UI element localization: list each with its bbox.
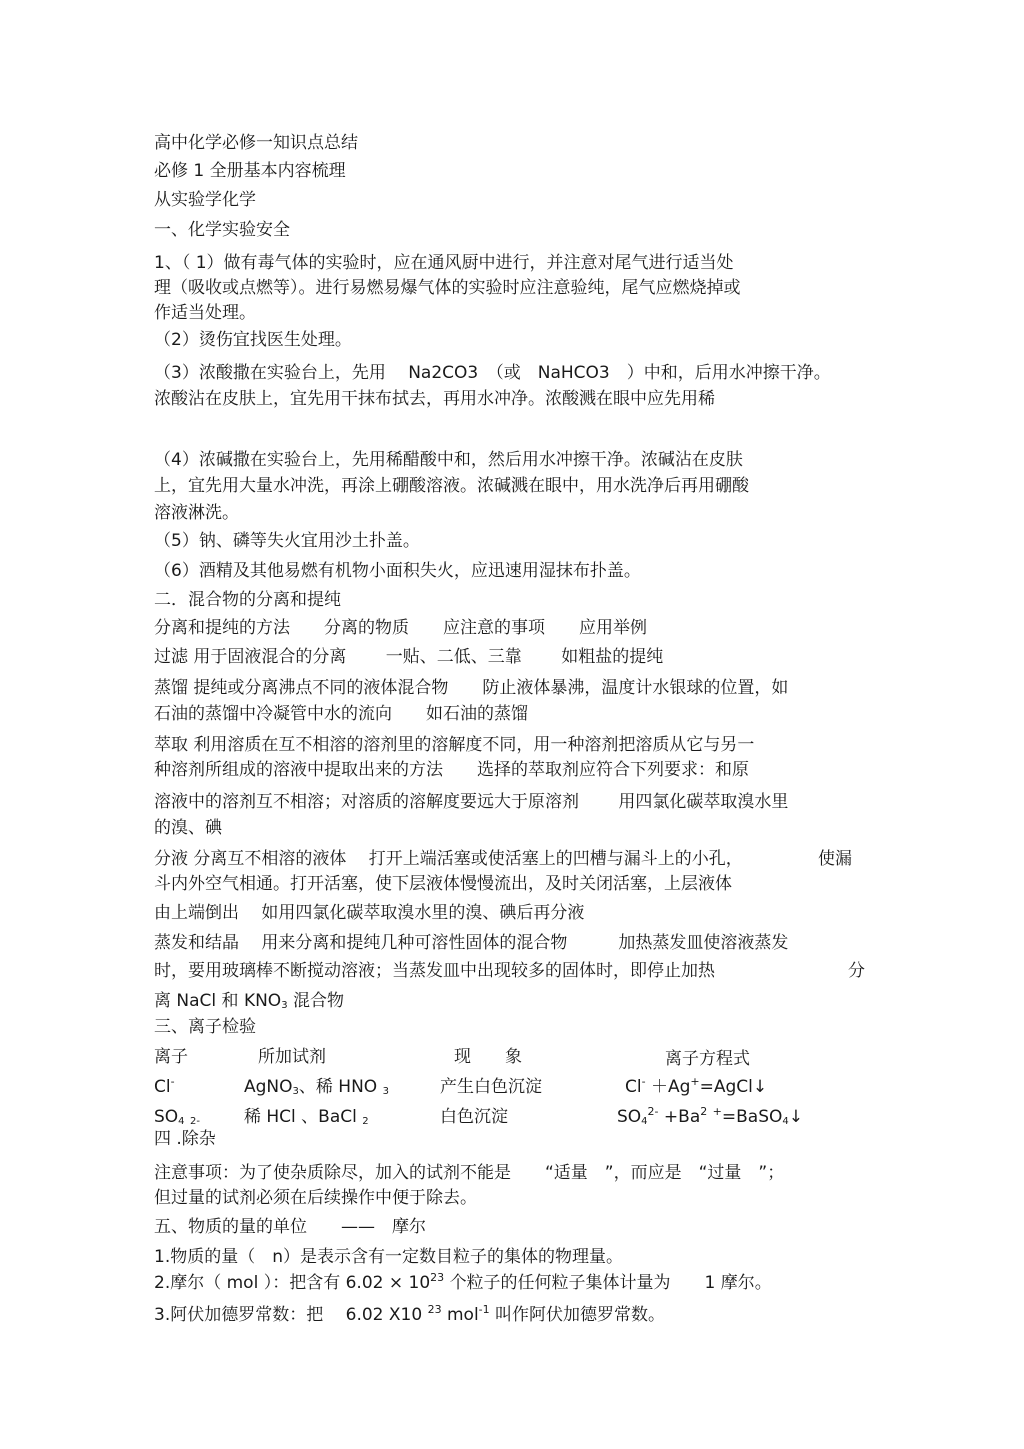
paragraph-line: 上，宜先用大量水冲洗，再涂上硼酸溶液。浓碱溅在眼中，用水洗净后再用硼酸 [154,476,749,496]
table-row: 过滤 用于固液混合的分离 一贴、二低、三靠 如粗盐的提纯 [154,647,664,667]
text-run: 混合物 [292,991,344,1011]
doc-subtitle: 必修 1 全册基本内容梳理 [154,161,346,181]
table-row-continued: 由上端倒出 如用四氯化碳萃取溴水里的溴、碘后再分液 [154,903,585,923]
paragraph-line: （2）烫伤宜找医生处理。 [154,330,352,350]
table-row-continued: 时，要用玻璃棒不断搅动溶液；当蒸发皿中出现较多的固体时，即停止加热 [154,961,715,981]
section-heading: 一、化学实验安全 [154,220,290,240]
section-heading: 二．混合物的分离和提纯 [154,590,341,610]
subscript: 4 [178,1116,185,1127]
text-run: Cl [625,1077,642,1097]
table-row: 蒸发和结晶 用来分离和提纯几种可溶性固体的混合物 加热蒸发皿使溶液蒸发 [154,933,789,953]
paragraph-line: （5）钠、磷等失火宜用沙土扑盖。 [154,531,420,551]
paragraph-line: 溶液淋洗。 [154,503,239,523]
text-run: ↓ [788,1107,803,1127]
subscript: 4 [782,1116,789,1127]
ion-cell [154,1076,175,1098]
paragraph-line: 浓酸沾在皮肤上，宜先用干抹布拭去，再用水冲净。浓酸溅在眼中应先用稀 [154,389,715,409]
superscript: - [170,1075,175,1088]
text-run: 2.摩尔（ mol ）：把含有 6.02 × 10 [154,1273,431,1293]
superscript: 2- [647,1105,659,1118]
table-row: 分液 分离互不相溶的液体 打开上端活塞或使活塞上的凹槽与漏斗上的小孔， [154,849,743,869]
text-run: ＋Ag [650,1077,691,1097]
text-run: SO [154,1107,179,1127]
text-run: =AgCl↓ [699,1077,768,1097]
text-run: mol [446,1305,479,1325]
table-row: 萃取 利用溶质在互不相溶的溶剂里的溶解度不同，用一种溶剂把溶质从它与另一 [154,735,755,755]
definition-line [154,1272,772,1294]
subscript: 2- [189,1116,200,1127]
subscript: 4 [641,1116,648,1127]
equation-cell [625,1076,767,1098]
reagent-cell [244,1076,389,1098]
subscript: 2 [362,1116,369,1127]
col-header-ion: 离子 [154,1047,188,1067]
paragraph-line: （3）浓酸撒在实验台上，先用 Na2CO3 （或 NaHCO3 ）中和，后用水冲擦干净。 [154,363,831,383]
superscript: + [712,1105,722,1118]
paragraph-line: 理（吸收或点燃等）。进行易燃易爆气体的实验时应注意验纯，尾气应燃烧掉或 [154,278,741,298]
col-header-reagent: 所加试剂 [258,1047,326,1067]
table-row-tail: 使漏 [818,849,852,869]
subscript: 3 [292,1086,299,1097]
table-row: 蒸馏 提纯或分离沸点不同的液体混合物 防止液体暴沸，温度计水银球的位置，如 [154,678,789,698]
paragraph-line: 作适当处理。 [154,303,256,323]
text-run: 稀 HCl 、BaCl [244,1107,357,1127]
superscript: 23 [427,1303,442,1316]
text-run: AgNO [244,1077,293,1097]
table-header-row: 分离和提纯的方法 分离的物质 应注意的事项 应用举例 [154,618,647,638]
text-run: 3.阿伏加德罗常数：把 6.02 X10 [154,1305,423,1325]
reagent-cell [244,1106,369,1128]
text-run: =BaSO [721,1107,783,1127]
table-row-continued: 的溴、碘 [154,818,222,838]
definition-line [154,1304,665,1326]
paragraph-line: 但过量的试剂必须在后续操作中便于除去。 [154,1188,477,1208]
table-row-tail: 分 [848,961,865,981]
section-heading: 三、离子检验 [154,1017,256,1037]
section-heading: 五、物质的量的单位 —— 摩尔 [154,1217,426,1237]
subscript: 3 [382,1086,389,1097]
paragraph-line: 1、（ 1）做有毒气体的实验时，应在通风厨中进行，并注意对尾气进行适当处 [154,253,734,273]
definition-line: 1.物质的量（ n）是表示含有一定数目粒子的集体的物理量。 [154,1247,623,1267]
chapter-heading: 从实验学化学 [154,190,256,210]
table-row-continued [154,990,344,1012]
table-row-continued: 溶液中的溶剂互不相溶；对溶质的溶解度要远大于原溶剂 用四氯化碳萃取溴水里 [154,792,789,812]
superscript: - [641,1075,646,1088]
text-run: 个粒子的任何粒子集体计量为 1 摩尔。 [449,1273,772,1293]
ion-cell [154,1106,200,1128]
equation-cell [617,1106,803,1128]
text-run: 、稀 HNO [298,1077,378,1097]
paragraph-line: （6）酒精及其他易燃有机物小面积失火，应迅速用湿抹布扑盖。 [154,561,641,581]
superscript: -1 [478,1303,490,1316]
text-run: +Ba [663,1107,701,1127]
table-row-continued: 斗内外空气相通。打开活塞，使下层液体慢慢流出，及时关闭活塞，上层液体 [154,874,732,894]
section-heading: 四 .除杂 [154,1129,216,1149]
paragraph-line: 注意事项：为了使杂质除尽，加入的试剂不能是 “适量 ”，而应是 “过量 ”； [154,1163,785,1183]
subscript: 3 [281,1000,288,1011]
phenomenon-cell: 产生白色沉淀 [440,1077,542,1097]
table-row-continued: 种溶剂所组成的溶液中提取出来的方法 选择的萃取剂应符合下列要求：和原 [154,760,749,780]
text-run: 叫作阿伏加德罗常数。 [495,1305,666,1325]
col-header-equation: 离子方程式 [665,1049,750,1069]
paragraph-line: （4）浓碱撒在实验台上，先用稀醋酸中和，然后用水冲擦干净。浓碱沾在皮肤 [154,450,743,470]
superscript: 2 [700,1105,708,1118]
phenomenon-cell: 白色沉淀 [440,1107,508,1127]
superscript: + [690,1075,700,1088]
superscript: 23 [430,1271,445,1284]
text-run: SO [617,1107,642,1127]
col-header-phenomenon: 现 象 [454,1047,522,1067]
doc-title: 高中化学必修一知识点总结 [154,133,358,153]
text-run: Cl [154,1077,171,1097]
table-row-continued: 石油的蒸馏中冷凝管中水的流向 如石油的蒸馏 [154,704,528,724]
text-run: 离 NaCl 和 KNO [154,991,282,1011]
